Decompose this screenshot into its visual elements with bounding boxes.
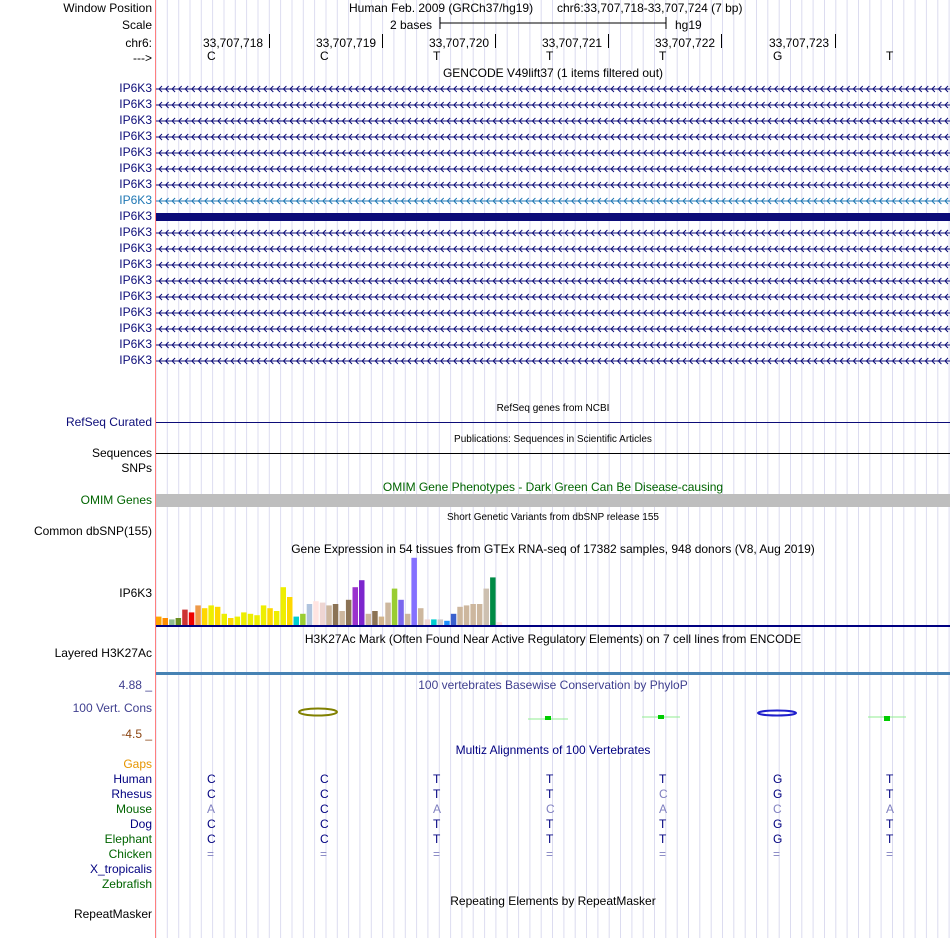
gtex-bar xyxy=(163,618,169,625)
gtex-bar xyxy=(470,604,476,625)
scale-text: 2 bases xyxy=(390,18,433,32)
db-text: hg19 xyxy=(675,18,702,32)
phylop-mark-2b xyxy=(545,716,551,720)
aligned-base: T xyxy=(546,817,554,831)
aligned-base: T xyxy=(886,772,894,786)
aligned-base: T xyxy=(659,772,667,786)
gtex-bar xyxy=(189,612,195,625)
species-label[interactable]: Rhesus xyxy=(111,787,152,801)
gtex-bar xyxy=(202,608,208,625)
coord-label: 33,707,721 xyxy=(542,36,603,50)
gene-intron-line[interactable] xyxy=(156,99,950,109)
window-position-label: Window Position xyxy=(63,1,152,15)
chr-label: chr6: xyxy=(125,36,152,50)
aligned-base: G xyxy=(773,832,783,846)
dbsnp-title: Short Genetic Variants from dbSNP release 155 xyxy=(447,512,659,523)
gtex-bar xyxy=(287,597,293,625)
aligned-base: T xyxy=(433,772,441,786)
omim-bar[interactable] xyxy=(156,494,950,507)
coord-label: 33,707,722 xyxy=(655,36,716,50)
aligned-base: T xyxy=(433,832,441,846)
aligned-base: C xyxy=(546,802,555,816)
aligned-base: C xyxy=(659,787,668,801)
gtex-bar xyxy=(497,622,503,625)
coord-tick xyxy=(608,34,609,48)
gencode-item-label[interactable]: IP6K3 xyxy=(119,209,152,223)
multiz-title: Multiz Alignments of 100 Vertebrates xyxy=(455,743,651,757)
aligned-base: = xyxy=(773,847,781,861)
gtex-bar xyxy=(425,619,431,625)
refseq-line[interactable] xyxy=(156,422,950,423)
gtex-bar xyxy=(444,621,450,625)
gtex-bar xyxy=(438,619,444,625)
gtex-bar xyxy=(385,603,391,625)
gtex-bar xyxy=(169,619,175,625)
aligned-base: T xyxy=(433,817,441,831)
ref-base: C xyxy=(320,49,329,63)
species-label[interactable]: Elephant xyxy=(104,832,152,846)
gencode-item-label[interactable]: IP6K3 xyxy=(119,161,152,175)
scale-bar xyxy=(439,16,667,30)
gtex-bar xyxy=(254,615,259,625)
aligned-base: = xyxy=(886,847,894,861)
aligned-base: C xyxy=(773,802,782,816)
species-label[interactable]: Chicken xyxy=(108,847,152,861)
phylop-track[interactable] xyxy=(156,700,950,730)
coord-tick xyxy=(721,34,722,48)
gtex-bar xyxy=(398,600,404,625)
gtex-bar xyxy=(366,614,372,625)
gencode-item-label[interactable]: IP6K3 xyxy=(119,193,152,207)
aligned-base: = xyxy=(207,847,215,861)
species-label[interactable]: Human xyxy=(113,772,152,786)
ref-base: T xyxy=(659,49,667,63)
gene-intron-line[interactable] xyxy=(156,227,950,237)
phylop-label[interactable]: 100 Vert. Cons xyxy=(72,701,152,715)
gene-intron-line[interactable] xyxy=(156,323,950,333)
gaps-label: Gaps xyxy=(123,757,152,771)
gene-intron-line[interactable] xyxy=(156,131,950,141)
repeatmasker-label[interactable]: RepeatMasker xyxy=(73,907,152,921)
gtex-bar xyxy=(405,614,411,625)
gene-intron-line[interactable] xyxy=(156,275,950,285)
gene-intron-line[interactable] xyxy=(156,307,950,317)
coord-label: 33,707,719 xyxy=(316,36,377,50)
aligned-base: T xyxy=(886,787,894,801)
pubs-title: Publications: Sequences in Scientific Articles xyxy=(454,434,652,445)
gencode-item-label[interactable]: IP6K3 xyxy=(119,113,152,127)
coord-tick xyxy=(269,34,270,48)
gtex-bar xyxy=(333,604,339,625)
aligned-base: = xyxy=(546,847,554,861)
gene-intron-line[interactable] xyxy=(156,291,950,301)
coord-label: 33,707,718 xyxy=(203,36,264,50)
position-text: chr6:33,707,718-33,707,724 (7 bp) xyxy=(557,1,743,15)
aligned-base: A xyxy=(207,802,216,816)
aligned-base: G xyxy=(773,787,783,801)
gencode-title: GENCODE V49lift37 (1 items filtered out) xyxy=(442,66,664,80)
aligned-base: T xyxy=(886,832,894,846)
ref-base: C xyxy=(207,49,216,63)
gencode-item-label[interactable]: IP6K3 xyxy=(119,241,152,255)
gtex-bar xyxy=(379,617,385,625)
aligned-base: T xyxy=(659,817,667,831)
phylop-mark-5b xyxy=(884,716,890,721)
aligned-base: T xyxy=(546,787,554,801)
species-label[interactable]: X_tropicalis xyxy=(89,862,152,876)
gencode-item-label[interactable]: IP6K3 xyxy=(119,129,152,143)
aligned-base: G xyxy=(773,772,783,786)
gtex-bar xyxy=(451,614,457,625)
coord-tick xyxy=(495,34,496,48)
gtex-bar xyxy=(261,605,267,625)
scale-label: Scale xyxy=(121,18,152,32)
species-label[interactable]: Dog xyxy=(129,817,152,831)
gtex-bar xyxy=(353,587,359,625)
aligned-base: C xyxy=(320,832,329,846)
coord-tick xyxy=(835,34,836,48)
ref-base: T xyxy=(433,49,441,63)
gene-intron-line[interactable] xyxy=(156,115,950,125)
gtex-chart[interactable] xyxy=(156,555,950,628)
aligned-base: = xyxy=(659,847,667,861)
phylop-max: 4.88 _ xyxy=(118,678,152,692)
omim-title: OMIM Gene Phenotypes - Dark Green Can Be Disease-causing xyxy=(382,480,724,494)
aligned-base: = xyxy=(320,847,328,861)
gtex-bar xyxy=(228,618,234,625)
aligned-base: C xyxy=(320,802,329,816)
assembly-text: Human Feb. 2009 (GRCh37/hg19) xyxy=(349,1,534,15)
gtex-bar xyxy=(215,607,221,625)
gencode-item-label[interactable]: IP6K3 xyxy=(119,145,152,159)
gencode-item-label[interactable]: IP6K3 xyxy=(119,97,152,111)
gene-intron-line[interactable] xyxy=(156,355,950,365)
refseq-title: RefSeq genes from NCBI xyxy=(496,403,610,414)
gtex-bar xyxy=(235,617,241,625)
aligned-base: C xyxy=(320,817,329,831)
aligned-base: T xyxy=(659,832,667,846)
gtex-bar xyxy=(248,614,254,625)
gene-intron-line[interactable] xyxy=(156,147,950,157)
gtex-bar xyxy=(326,605,332,625)
gencode-item-label[interactable]: IP6K3 xyxy=(119,177,152,191)
gtex-bar xyxy=(313,601,319,625)
phylop-mark-3b xyxy=(658,715,664,719)
species-label[interactable]: Mouse xyxy=(115,802,152,816)
gtex-bar xyxy=(339,611,345,625)
gencode-item-label[interactable]: IP6K3 xyxy=(119,289,152,303)
gtex-bar xyxy=(241,612,247,625)
gencode-item-label[interactable]: IP6K3 xyxy=(119,81,152,95)
gene-intron-line[interactable] xyxy=(156,163,950,173)
aligned-base: A xyxy=(886,802,895,816)
gtex-bar xyxy=(176,618,182,625)
phylop-min: -4.5 _ xyxy=(121,727,152,741)
h3k27-label[interactable]: Layered H3K27Ac xyxy=(54,646,152,660)
h3k27-signal[interactable] xyxy=(156,672,950,675)
gencode-item-label[interactable]: IP6K3 xyxy=(119,257,152,271)
gtex-bar xyxy=(195,605,201,625)
strand-label: ---> xyxy=(133,51,152,65)
gtex-title: Gene Expression in 54 tissues from GTEx RNA-seq of 17382 samples, 948 donors (V8, Aug 2019) xyxy=(291,542,815,556)
gtex-bar xyxy=(484,589,490,625)
h3k27-title: H3K27Ac Mark (Often Found Near Active Regulatory Elements) on 7 cell lines from ENCODE xyxy=(304,632,802,646)
gtex-bar xyxy=(418,608,424,625)
sequences-label[interactable]: Sequences xyxy=(91,446,152,460)
gtex-bar xyxy=(457,607,463,625)
ref-base: G xyxy=(773,49,783,63)
gtex-bar xyxy=(294,617,300,625)
ref-base: T xyxy=(886,49,894,63)
aligned-base: T xyxy=(546,832,554,846)
gene-intron-line[interactable] xyxy=(156,243,950,253)
coord-label: 33,707,720 xyxy=(429,36,490,50)
gencode-item-label[interactable]: IP6K3 xyxy=(119,225,152,239)
gencode-item-label[interactable]: IP6K3 xyxy=(119,273,152,287)
refseq-label[interactable]: RefSeq Curated xyxy=(65,415,152,429)
gencode-item-label[interactable]: IP6K3 xyxy=(119,321,152,335)
coord-tick xyxy=(382,34,383,48)
gtex-bar xyxy=(392,589,398,625)
coord-label: 33,707,723 xyxy=(769,36,830,50)
gene-intron-line[interactable] xyxy=(156,195,950,205)
phylop-title: 100 vertebrates Basewise Conservation by PhyloP xyxy=(418,678,688,692)
gtex-bar xyxy=(372,611,378,625)
gtex-bar xyxy=(411,558,417,625)
gencode-item-label[interactable]: IP6K3 xyxy=(119,337,152,351)
gene-intron-line[interactable] xyxy=(156,259,950,269)
aligned-base: C xyxy=(207,817,216,831)
gencode-item-label[interactable]: IP6K3 xyxy=(119,305,152,319)
gene-exon-block[interactable] xyxy=(156,211,950,221)
repeat-title: Repeating Elements by RepeatMasker xyxy=(450,894,656,908)
gtex-bar xyxy=(182,610,188,625)
gtex-bar xyxy=(156,617,162,625)
phylop-mark-1 xyxy=(299,709,337,716)
aligned-base: T xyxy=(433,787,441,801)
gtex-bar xyxy=(490,577,496,625)
gene-intron-line[interactable] xyxy=(156,83,950,93)
phylop-mark-4 xyxy=(758,711,796,716)
pubs-line[interactable] xyxy=(156,453,950,454)
species-label[interactable]: Zebrafish xyxy=(101,877,152,891)
dbsnp-label[interactable]: Common dbSNP(155) xyxy=(33,524,152,538)
gtex-bar xyxy=(359,580,365,625)
gene-intron-line[interactable] xyxy=(156,339,950,349)
ref-base: T xyxy=(546,49,554,63)
aligned-base: A xyxy=(659,802,668,816)
gtex-bar xyxy=(477,604,483,625)
aligned-base: T xyxy=(546,772,554,786)
gtex-bar xyxy=(300,614,306,625)
gene-intron-line[interactable] xyxy=(156,179,950,189)
gtex-bar xyxy=(281,587,287,625)
gtex-bar xyxy=(208,605,214,625)
aligned-base: C xyxy=(320,772,329,786)
aligned-base: G xyxy=(773,817,783,831)
omim-label[interactable]: OMIM Genes xyxy=(80,493,152,507)
aligned-base: A xyxy=(433,802,442,816)
snps-label[interactable]: SNPs xyxy=(121,461,152,475)
aligned-base: C xyxy=(207,772,216,786)
gtex-bar xyxy=(274,611,280,625)
gtex-bar xyxy=(464,605,470,625)
aligned-base: C xyxy=(207,787,216,801)
aligned-base: C xyxy=(320,787,329,801)
gtex-label[interactable]: IP6K3 xyxy=(119,586,152,600)
aligned-base: C xyxy=(207,832,216,846)
aligned-base: = xyxy=(433,847,441,861)
gtex-bar xyxy=(320,603,326,625)
gtex-bar xyxy=(431,619,437,625)
gtex-bar xyxy=(346,600,352,625)
aligned-base: T xyxy=(886,817,894,831)
gtex-bar xyxy=(222,614,228,625)
gtex-bar xyxy=(307,604,313,625)
gtex-bar xyxy=(267,608,273,625)
gencode-item-label[interactable]: IP6K3 xyxy=(119,353,152,367)
